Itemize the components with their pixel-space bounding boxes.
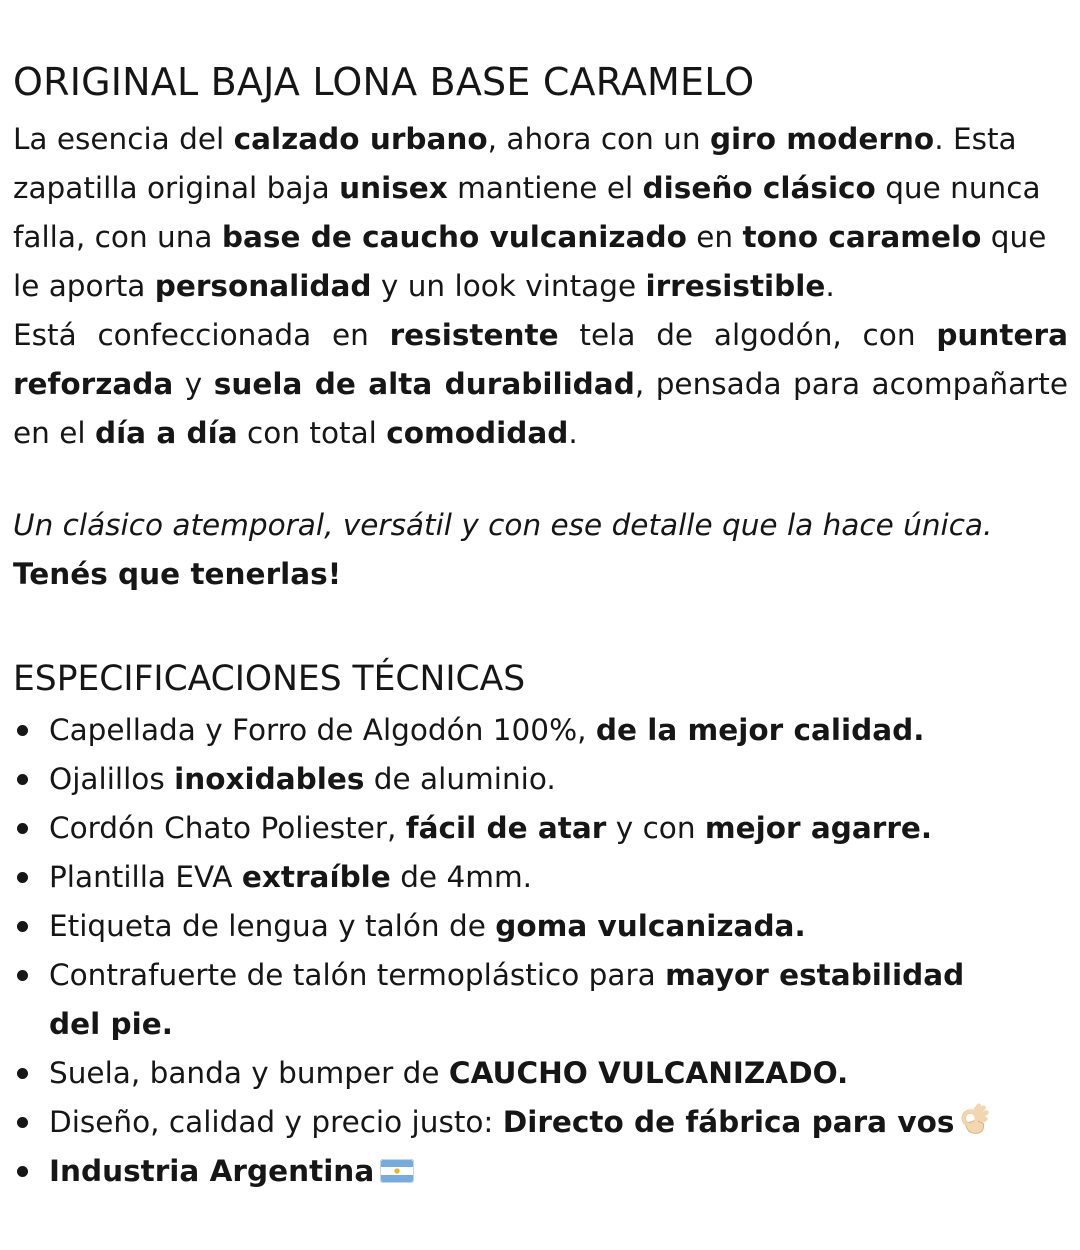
text-run: Ojalillos xyxy=(49,762,175,796)
bold-run: resistente xyxy=(389,318,559,352)
bold-run: irresistible xyxy=(645,269,826,303)
text-run: Está confeccionada en xyxy=(13,318,390,352)
text-run: . xyxy=(568,416,578,450)
bullet-icon xyxy=(17,1166,28,1177)
italic-slogan: Un clásico atemporal, versátil y con ese detalle que la hace única. xyxy=(13,508,993,542)
text-run: Etiqueta de lengua y talón de xyxy=(49,909,496,943)
text-run: que le aporta xyxy=(13,220,1047,303)
bold-run: día a día xyxy=(94,416,238,450)
text-run: La esencia del xyxy=(13,122,234,156)
bold-run: goma vulcanizada. xyxy=(495,909,806,943)
bold-run: calzado urbano xyxy=(233,122,488,156)
text-run: Capellada y Forro de Algodón 100%, xyxy=(49,713,596,747)
bold-run: comodidad xyxy=(386,416,569,450)
text-run: y un look vintage xyxy=(371,269,646,303)
bold-run: extraíble xyxy=(241,860,391,894)
argentina-flag-icon xyxy=(380,1159,414,1183)
spec-item xyxy=(13,902,1068,951)
text-run: , pensada para acompañarte en el xyxy=(13,367,1069,450)
spacer xyxy=(13,458,1068,501)
bold-run: base de caucho vulcanizado xyxy=(221,220,687,254)
bold-run: unisex xyxy=(339,171,448,205)
bold-run: inoxidables xyxy=(174,762,365,796)
spec-item xyxy=(13,951,1068,1049)
bold-run: personalidad xyxy=(154,269,372,303)
spec-item xyxy=(13,804,1068,853)
tagline: Tenés que tenerlas! xyxy=(13,557,342,591)
spec-item xyxy=(13,706,1068,755)
bold-run: de la mejor calidad. xyxy=(595,713,925,747)
bold-run: suela de alta durabilidad xyxy=(213,367,635,401)
bold-run: mejor agarre. xyxy=(704,811,933,845)
product-title: ORIGINAL BAJA LONA BASE CARAMELO xyxy=(13,60,755,104)
bullet-icon xyxy=(17,823,28,834)
spacer xyxy=(13,599,1068,656)
text-run: Cordón Chato Poliester, xyxy=(49,811,406,845)
bold-run: puntera reforzada xyxy=(13,318,1068,401)
text-run: con total xyxy=(237,416,387,450)
text-run: mantiene el xyxy=(447,171,643,205)
text-run: Contrafuerte de talón termoplástico para xyxy=(49,958,666,992)
bullet-icon xyxy=(17,921,28,932)
text-run: de 4mm. xyxy=(390,860,533,894)
bullet-icon xyxy=(17,872,28,883)
ok-hand-icon xyxy=(958,1103,992,1137)
text-run: de aluminio. xyxy=(364,762,556,796)
text-run: Diseño, calidad y precio justo: xyxy=(49,1105,503,1139)
text-run: Plantilla EVA xyxy=(49,860,242,894)
spec-item xyxy=(13,853,1068,902)
text-run: en xyxy=(686,220,743,254)
spec-item xyxy=(13,1098,1068,1147)
description-paragraph-1 xyxy=(13,115,1068,311)
bold-run: mayor estabilidad del pie. xyxy=(49,958,965,1041)
bullet-icon xyxy=(17,1068,28,1079)
text-run: . xyxy=(825,269,835,303)
text-run: que nunca falla, con una xyxy=(13,171,1041,254)
bold-run: fácil de atar xyxy=(405,811,607,845)
bold-run: giro moderno xyxy=(709,122,935,156)
specs-heading: ESPECIFICACIONES TÉCNICAS xyxy=(13,659,526,699)
text-run: , ahora con un xyxy=(487,122,710,156)
text-run: . Esta zapatilla original baja xyxy=(13,122,1017,205)
text-run: y con xyxy=(606,811,705,845)
spec-item xyxy=(13,1049,1068,1098)
spec-item xyxy=(13,755,1068,804)
text-run: tela de algodón, con xyxy=(558,318,937,352)
bullet-icon xyxy=(17,725,28,736)
bold-run: Industria Argentina xyxy=(49,1154,375,1188)
bullet-icon xyxy=(17,1117,28,1128)
bold-run: Directo de fábrica para vos xyxy=(502,1105,955,1139)
bullet-icon xyxy=(17,774,28,785)
spec-item xyxy=(13,1147,1068,1196)
bold-run: diseño clásico xyxy=(642,171,876,205)
text-run: Suela, banda y bumper de xyxy=(49,1056,449,1090)
specs-list xyxy=(13,706,1068,1196)
text-run: y xyxy=(173,367,214,401)
bullet-icon xyxy=(17,970,28,981)
bold-run: tono caramelo xyxy=(742,220,982,254)
description-paragraph-2 xyxy=(13,311,1068,458)
bold-run: CAUCHO VULCANIZADO. xyxy=(448,1056,849,1090)
